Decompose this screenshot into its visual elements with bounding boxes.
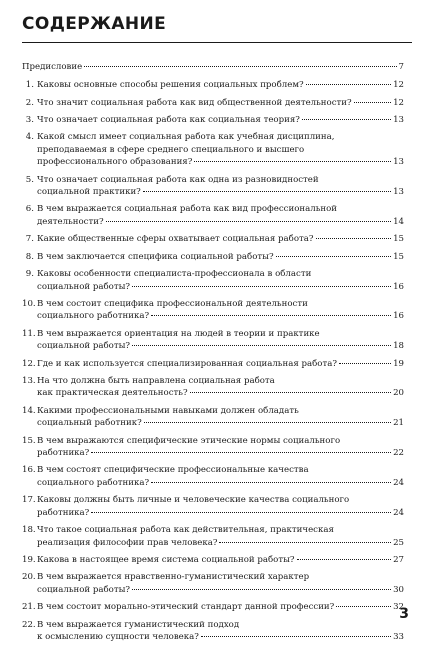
toc-entry-title-line: к осмыслению сущности человека? [37, 632, 199, 643]
toc-entry[interactable] [22, 251, 404, 264]
toc-entry-page: 24 [393, 478, 404, 489]
toc-entry[interactable] [22, 233, 404, 246]
toc-entry[interactable] [22, 114, 404, 127]
dot-leader [151, 315, 391, 316]
toc-entry-title: Предисловие [22, 62, 83, 72]
toc-entry-page: 20 [393, 388, 404, 399]
toc-entry-page: 21 [393, 418, 404, 429]
toc-entry-preface[interactable] [22, 61, 404, 74]
toc-entry-page: 22 [393, 448, 404, 459]
toc-entry-title-line: Какими профессиональными навыками должен обладать [37, 405, 299, 416]
toc-entry-number: 3. [25, 114, 34, 125]
toc-entry-page: 15 [393, 251, 404, 262]
toc-entry-title-line: работника? [37, 448, 90, 459]
toc-entry-page: 12 [393, 97, 404, 108]
toc-entry-title-line: В чем выражается нравственно-гуманистический характер [37, 572, 310, 583]
toc-entry-title-line: Каковы основные способы решения социальных проблем? [37, 80, 304, 91]
toc-entry-title-line: Что значит социальная работа как вид общественной деятельности? [37, 97, 352, 108]
toc-entry-title-line: Какие общественные сферы охватывает социальная работа? [37, 234, 314, 245]
toc-entry[interactable] [22, 358, 404, 371]
dot-leader [106, 221, 391, 222]
toc-entry-title-line: В чем выражаются специфические этические нормы социального [37, 435, 341, 446]
toc-entry-title-line: В чем выражается ориентация на людей в теории и практике [37, 328, 320, 339]
dot-leader [297, 559, 392, 560]
toc-entry-page: 19 [393, 358, 404, 369]
toc-entry-number: 22. [22, 619, 36, 630]
toc-entry-title-line: Какова в настоящее время система социальной работы? [37, 555, 295, 566]
toc-entry-page: 18 [393, 341, 404, 352]
toc-entry[interactable] [22, 131, 404, 169]
dot-leader [151, 482, 391, 483]
toc-entry-title-line: Что такое социальная работа как действительная, практическая [37, 525, 334, 536]
dot-leader [190, 392, 391, 393]
toc-entry-number: 19. [22, 555, 36, 566]
toc-entry-title-line: социального работника? [37, 478, 150, 489]
page-number: 3 [399, 606, 409, 622]
dot-leader [354, 102, 391, 103]
dot-leader [91, 452, 391, 453]
toc-entry-number: 5. [25, 174, 34, 185]
table-of-contents [22, 61, 404, 648]
toc-entry[interactable] [22, 203, 404, 228]
toc-entry[interactable] [22, 494, 404, 519]
toc-entry-number: 16. [22, 465, 36, 476]
toc-entry-number: 11. [22, 328, 36, 339]
dot-leader [306, 84, 391, 85]
toc-entry-title-line: социальный работник? [37, 418, 142, 429]
toc-entry-title-line: социальной практики? [37, 187, 141, 198]
toc-entry[interactable] [22, 619, 404, 644]
dot-leader [219, 542, 391, 543]
toc-entry-page: 25 [393, 537, 404, 548]
toc-entry-title-line: Где и как используется специализированная социальная работа? [37, 358, 337, 369]
toc-entry-number: 10. [22, 298, 36, 309]
toc-entry-title-line: деятельности? [37, 217, 104, 228]
toc-entry-title-line: На что должна быть направлена социальная работа [37, 375, 275, 386]
toc-entry-title-line: В чем выражается социальная работа как вид профессиональной [37, 204, 338, 215]
toc-entry-number: 2. [25, 97, 34, 108]
toc-entry[interactable] [22, 174, 404, 199]
toc-entry-page: 16 [393, 281, 404, 292]
page-title: СОДЕРЖАНИЕ [22, 14, 167, 34]
toc-entry-title-line: социальной работы? [37, 281, 131, 292]
toc-entry-page: 15 [393, 234, 404, 245]
toc-entry-title-line: Каковы особенности специалиста-профессионала в области [37, 268, 312, 279]
dot-leader [339, 363, 391, 364]
toc-entry[interactable] [22, 571, 404, 596]
toc-entry-page: 12 [393, 80, 404, 91]
toc-entry-title-line: В чем заключается специфика социальной работы? [37, 251, 274, 262]
dot-leader [194, 161, 391, 162]
toc-entry-title-line: В чем выражается гуманистический подход [37, 619, 240, 630]
toc-entry-title-line: Что означает социальная работа как социальная теория? [37, 114, 300, 125]
toc-entry-number: 8. [25, 251, 34, 262]
dot-leader [276, 256, 391, 257]
toc-entry-number: 4. [25, 132, 34, 143]
dot-leader [302, 119, 391, 120]
toc-entry-title-line: В чем состоит морально-этический стандарт данной профессии? [37, 602, 335, 613]
toc-entry[interactable] [22, 601, 404, 614]
toc-entry-page: 14 [393, 217, 404, 228]
toc-entry-page: 24 [393, 507, 404, 518]
toc-entry-title-line: социальной работы? [37, 341, 131, 352]
toc-entry-number: 12. [22, 358, 36, 369]
toc-entry-title-line: как практическая деятельность? [37, 388, 188, 399]
toc-entry-number: 20. [22, 572, 36, 583]
toc-entry-page: 27 [393, 555, 404, 566]
toc-entry-number: 9. [25, 268, 34, 279]
toc-entry[interactable] [22, 79, 404, 92]
dot-leader [132, 286, 391, 287]
toc-entry-title-line: профессионального образования? [37, 157, 193, 168]
toc-entry[interactable] [22, 405, 404, 430]
toc-entry-title-line: реализация философии прав человека? [37, 537, 218, 548]
toc-entry-title-line: В чем состоит специфика профессиональной деятельности [37, 298, 308, 309]
dot-leader [316, 238, 392, 239]
toc-entry-page: 30 [393, 584, 404, 595]
toc-entry-title-line: социальной работы? [37, 584, 131, 595]
toc-entry-number: 17. [22, 495, 36, 506]
toc-entry[interactable] [22, 328, 404, 353]
toc-entry[interactable] [22, 554, 404, 567]
toc-entry-number: 21. [22, 602, 36, 613]
toc-entry-number: 13. [22, 375, 36, 386]
toc-entry[interactable] [22, 268, 404, 293]
toc-entry[interactable] [22, 375, 404, 400]
dot-leader [143, 191, 391, 192]
dot-leader [84, 66, 396, 67]
dot-leader [336, 606, 391, 607]
toc-entry-title-line: Что означает социальная работа как одна из разновидностей [37, 174, 319, 185]
toc-entry-number: 18. [22, 525, 36, 536]
dot-leader [201, 636, 391, 637]
toc-entry-title-line: Каковы должны быть личные и человеческие качества социального [37, 495, 350, 506]
toc-entry-title-line: преподаваемая в сфере среднего специального и высшего [37, 144, 305, 155]
toc-entry-page: 16 [393, 311, 404, 322]
toc-entry[interactable] [22, 524, 404, 549]
dot-leader [132, 345, 391, 346]
toc-entry[interactable] [22, 298, 404, 323]
toc-entry-page: 13 [393, 157, 404, 168]
toc-entry-number: 15. [22, 435, 36, 446]
title-rule [22, 42, 412, 43]
toc-entry-page: 33 [393, 632, 404, 643]
toc-entry-title-line: социального работника? [37, 311, 150, 322]
toc-entry-title-line: В чем состоят специфические профессиональные качества [37, 465, 309, 476]
toc-entry-title-line: работника? [37, 507, 90, 518]
toc-entry-page: 13 [393, 187, 404, 198]
dot-leader [132, 589, 391, 590]
toc-entry[interactable] [22, 464, 404, 489]
toc-entry-page: 7 [398, 62, 404, 72]
toc-entry-page: 32 [393, 602, 404, 613]
toc-entry[interactable] [22, 97, 404, 110]
toc-entry-number: 1. [25, 80, 34, 91]
dot-leader [144, 422, 391, 423]
toc-entry-number: 14. [22, 405, 36, 416]
toc-entry-number: 7. [25, 234, 34, 245]
toc-entry-page: 13 [393, 114, 404, 125]
toc-entry-number: 6. [25, 204, 34, 215]
toc-entry[interactable] [22, 435, 404, 460]
toc-entry-title-line: Какой смысл имеет социальная работа как учебная дисциплина, [37, 132, 335, 143]
dot-leader [91, 512, 391, 513]
